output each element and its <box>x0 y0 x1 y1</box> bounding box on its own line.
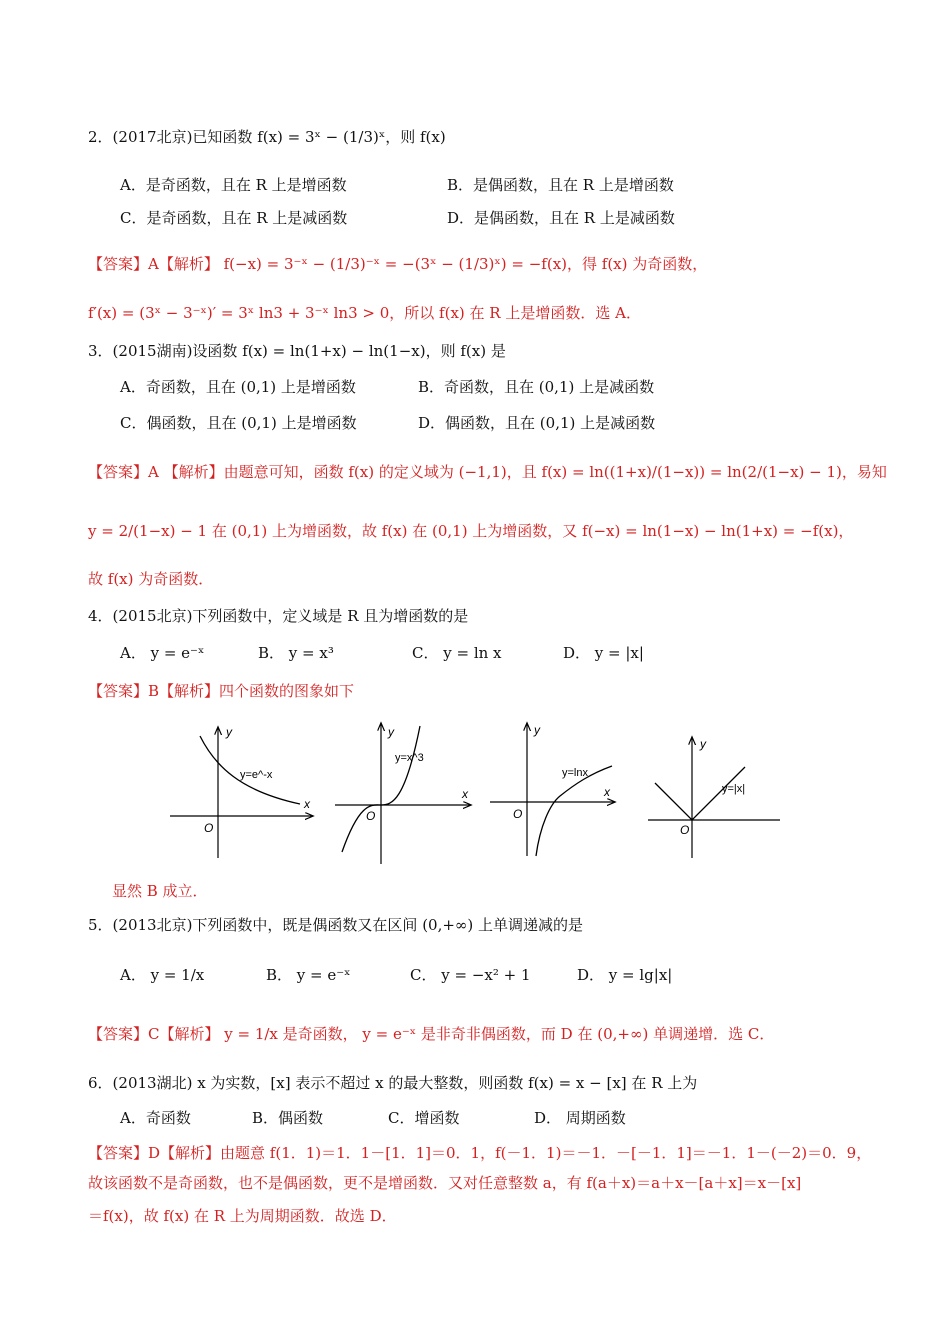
q5-option-b: B． y = e⁻ˣ <box>266 966 351 984</box>
q6-answer-line1: 【答案】D【解析】由题意 f(1．1)＝1．1－[1．1]＝0．1，f(－1．1)＝－1．－[－1．1]＝－1．1－(－2)＝0．9， <box>88 1144 872 1162</box>
q2-option-b: B．是偶函数，且在 R 上是增函数 <box>447 176 674 194</box>
label-abs: y=|x| <box>722 783 746 795</box>
q6-answer-line3: ＝f(x)，故 f(x) 在 R 上为周期函数．故选 D． <box>88 1207 397 1225</box>
q4-option-c: C． y = ln x <box>412 644 502 662</box>
q2-answer-line2: f′(x) = (3ˣ − 3⁻ˣ)′ = 3ˣ ln3 + 3⁻ˣ ln3 > 0，所以 f(x) 在 R 上是增函数．选 A． <box>88 304 641 322</box>
q5-stem: 5．(2013北京)下列函数中，既是偶函数又在区间 (0,+∞) 上单调递减的是 <box>88 916 584 934</box>
q6-option-c: C．增函数 <box>388 1109 460 1127</box>
q5-option-c: C． y = −x² + 1 <box>410 966 531 984</box>
q6-option-d: D． 周期函数 <box>534 1109 626 1127</box>
graph-cubic <box>335 724 470 864</box>
q3-answer-line2: y = 2/(1−x) − 1 在 (0,1) 上为增函数，故 f(x) 在 (0,1) 上为增函数，又 f(−x) = ln(1−x) − ln(1+x) = −f(x)， <box>88 522 854 540</box>
x-label: x <box>462 787 468 801</box>
y-label: y <box>226 725 232 739</box>
q2-stem: 2．(2017北京)已知函数 f(x) = 3ˣ − (1/3)ˣ，则 f(x) <box>88 128 446 146</box>
origin-label: O <box>680 823 690 837</box>
q3-option-d: D．偶函数，且在 (0,1) 上是减函数 <box>418 414 656 432</box>
q2-option-a: A．是奇函数，且在 R 上是增函数 <box>120 176 347 194</box>
q5-option-a: A． y = 1/x <box>120 966 205 984</box>
q3-option-c: C．偶函数，且在 (0,1) 上是增函数 <box>120 414 357 432</box>
x-label: x <box>604 785 610 799</box>
origin-label: O <box>513 807 523 821</box>
q2-option-d: D．是偶函数，且在 R 上是减函数 <box>447 209 675 227</box>
label-log: y=lnx <box>562 767 588 779</box>
q2-option-c: C．是奇函数，且在 R 上是减函数 <box>120 209 348 227</box>
q6-answer-line2: 故该函数不是奇函数，也不是偶函数，更不是增函数．又对任意整数 a，有 f(a＋x)＝a＋x－[a＋x]＝x－[x] <box>88 1174 802 1192</box>
q4-stem: 4．(2015北京)下列函数中，定义域是 R 且为增函数的是 <box>88 607 469 625</box>
y-label: y <box>700 737 706 751</box>
origin-label: O <box>366 809 376 823</box>
graphs-figure <box>0 716 950 876</box>
q2-answer-line1: 【答案】A【解析】 f(−x) = 3⁻ˣ − (1/3)⁻ˣ = −(3ˣ − (1/3)ˣ) = −f(x)，得 f(x) 为奇函数， <box>88 255 708 273</box>
q4-option-a: A． y = e⁻ˣ <box>120 644 205 662</box>
q4-answer: 【答案】B【解析】四个函数的图象如下 <box>88 682 355 700</box>
y-label: y <box>534 723 540 737</box>
q6-option-b: B．偶函数 <box>252 1109 324 1127</box>
q5-option-d: D． y = lg|x| <box>577 966 673 984</box>
q3-answer-line3: 故 f(x) 为奇函数． <box>88 570 214 588</box>
label-exp: y=e^-x <box>240 769 273 781</box>
q6-option-a: A．奇函数 <box>120 1109 191 1127</box>
graph-abs <box>648 737 780 858</box>
q4-option-d: D． y = |x| <box>563 644 644 662</box>
graph-log <box>490 723 614 856</box>
q5-answer: 【答案】C【解析】 y = 1/x 是奇函数， y = e⁻ˣ 是非奇非偶函数，而 D 在 (0,+∞) 单调递增．选 C． <box>88 1025 775 1043</box>
q6-stem: 6．(2013湖北) x 为实数，[x] 表示不超过 x 的最大整数，则函数 f(x) = x − [x] 在 R 上为 <box>88 1074 698 1092</box>
x-label: x <box>304 797 310 811</box>
q3-stem: 3．(2015湖南)设函数 f(x) = ln(1+x) − ln(1−x)，则 f(x) 是 <box>88 342 506 360</box>
q3-answer-line1: 【答案】A 【解析】由题意可知，函数 f(x) 的定义域为 (−1,1)，且 f(x) = ln((1+x)/(1−x)) = ln(2/(1−x) − 1)，易知 <box>88 463 887 481</box>
q3-option-a: A．奇函数，且在 (0,1) 上是增函数 <box>120 378 356 396</box>
label-cubic: y=x^3 <box>395 752 424 764</box>
q4-option-b: B． y = x³ <box>258 644 334 662</box>
q3-option-b: B．奇函数，且在 (0,1) 上是减函数 <box>418 378 655 396</box>
y-label: y <box>388 725 394 739</box>
q4-note: 显然 B 成立． <box>112 882 208 900</box>
graph-exp-decay <box>170 725 312 858</box>
origin-label: O <box>204 821 214 835</box>
curve-log <box>536 766 612 856</box>
